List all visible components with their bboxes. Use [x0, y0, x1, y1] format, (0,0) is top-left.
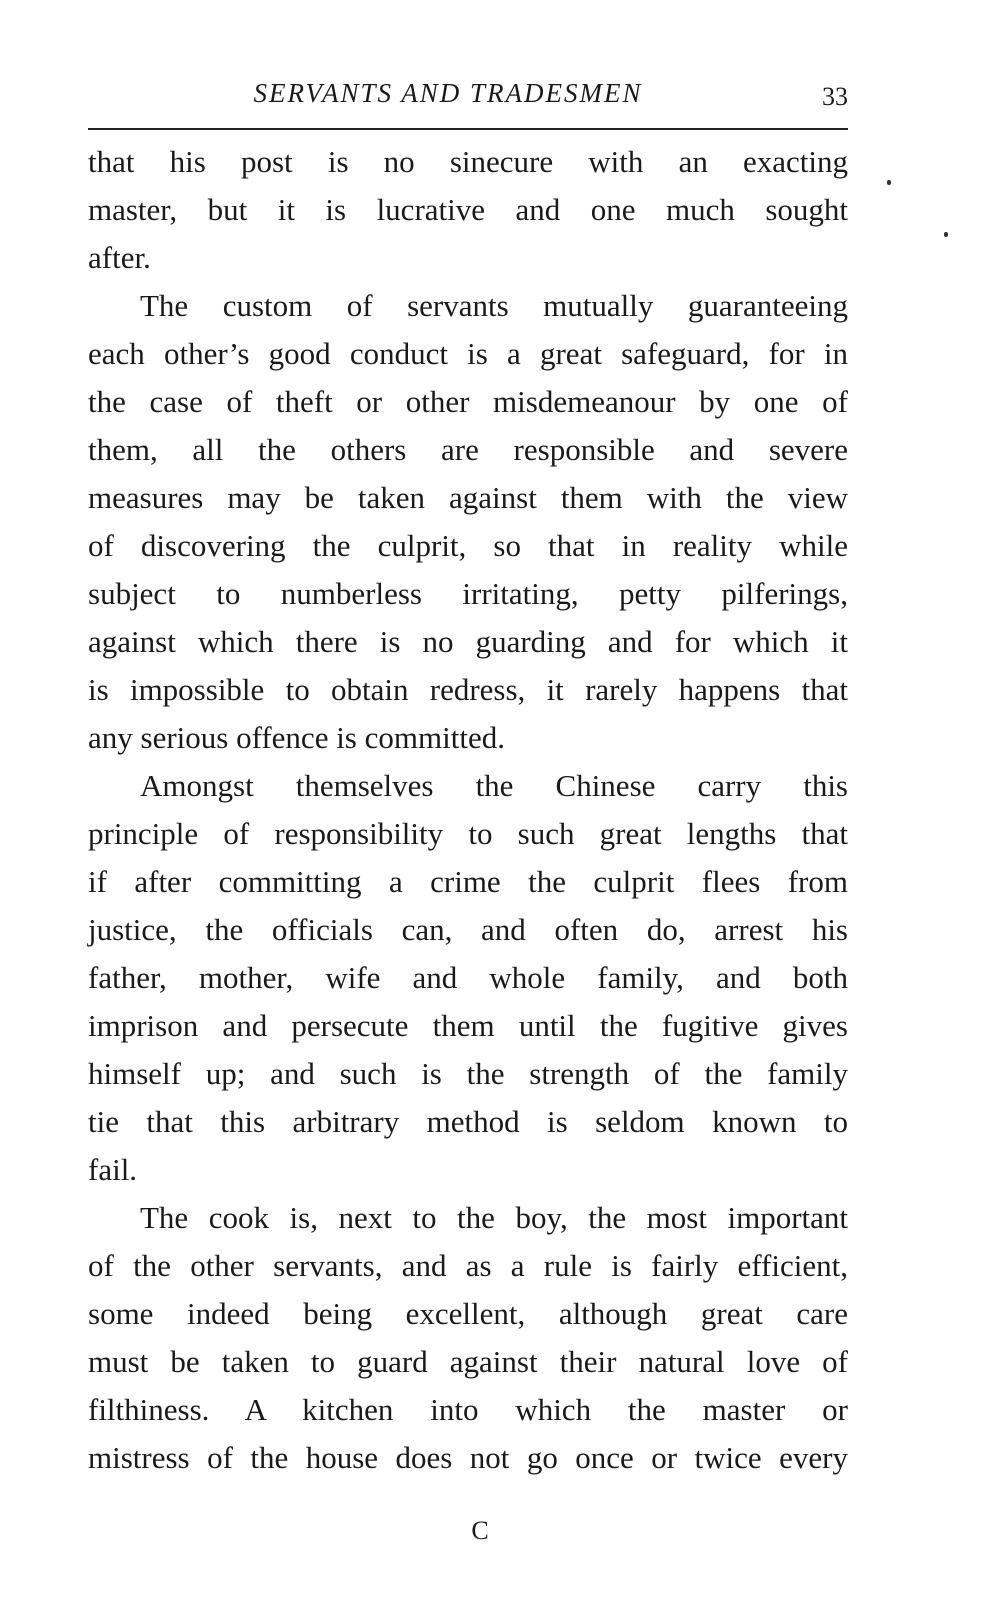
text-line: himself up; and such is the strength of the family: [88, 1056, 848, 1091]
text-line: The cook is, next to the boy, the most important: [140, 1200, 848, 1235]
paragraph: [88, 762, 848, 1194]
text-line: of discovering the culprit, so that in reality while: [88, 528, 848, 563]
paragraph: [88, 282, 848, 762]
text-line: that his post is no sinecure with an exacting: [88, 144, 848, 179]
text-line: filthiness. A kitchen into which the master or: [88, 1392, 848, 1427]
text-line: subject to numberless irritating, petty pilferings,: [88, 576, 848, 611]
ink-speck: [887, 180, 891, 185]
text-line: justice, the officials can, and often do, arrest his: [88, 912, 848, 947]
signature-mark: C: [471, 1516, 489, 1545]
text-line: the case of theft or other misdemeanour by one of: [88, 384, 848, 419]
text-line: against which there is no guarding and for which it: [88, 624, 848, 659]
text-line: after.: [88, 240, 151, 275]
text-line: father, mother, wife and whole family, and both: [88, 960, 848, 995]
text-line: Amongst themselves the Chinese carry this: [140, 768, 848, 803]
text-line: principle of responsibility to such great lengths that: [88, 816, 848, 851]
header-rule: [88, 128, 848, 130]
running-head: [88, 70, 848, 118]
text-line: tie that this arbitrary method is seldom known to: [88, 1104, 848, 1139]
text-line: of the other servants, and as a rule is fairly efficient,: [88, 1248, 848, 1283]
text-line: master, but it is lucrative and one much sought: [88, 192, 848, 227]
text-line: them, all the others are responsible and severe: [88, 432, 848, 467]
paragraph: [88, 138, 848, 282]
text-line: The custom of servants mutually guaranteeing: [140, 288, 848, 323]
text-line: any serious offence is committed.: [88, 720, 505, 755]
body-text: [88, 138, 848, 1482]
text-line: imprison and persecute them until the fugitive gives: [88, 1008, 848, 1043]
text-line: fail.: [88, 1152, 138, 1187]
text-line: mistress of the house does not go once or twice every: [88, 1440, 848, 1475]
text-line: if after committing a crime the culprit flees from: [88, 864, 848, 899]
running-title: SERVANTS AND TRADESMEN: [253, 78, 643, 108]
text-line: is impossible to obtain redress, it rarely happens that: [88, 672, 848, 707]
text-line: each other’s good conduct is a great safeguard, for in: [88, 336, 848, 371]
text-line: measures may be taken against them with the view: [88, 480, 848, 515]
ink-speck: [944, 232, 948, 237]
text-line: must be taken to guard against their natural love of: [88, 1344, 848, 1379]
text-line: some indeed being excellent, although great care: [88, 1296, 848, 1331]
page-number: 33: [822, 82, 848, 111]
paragraph: [88, 1194, 848, 1482]
